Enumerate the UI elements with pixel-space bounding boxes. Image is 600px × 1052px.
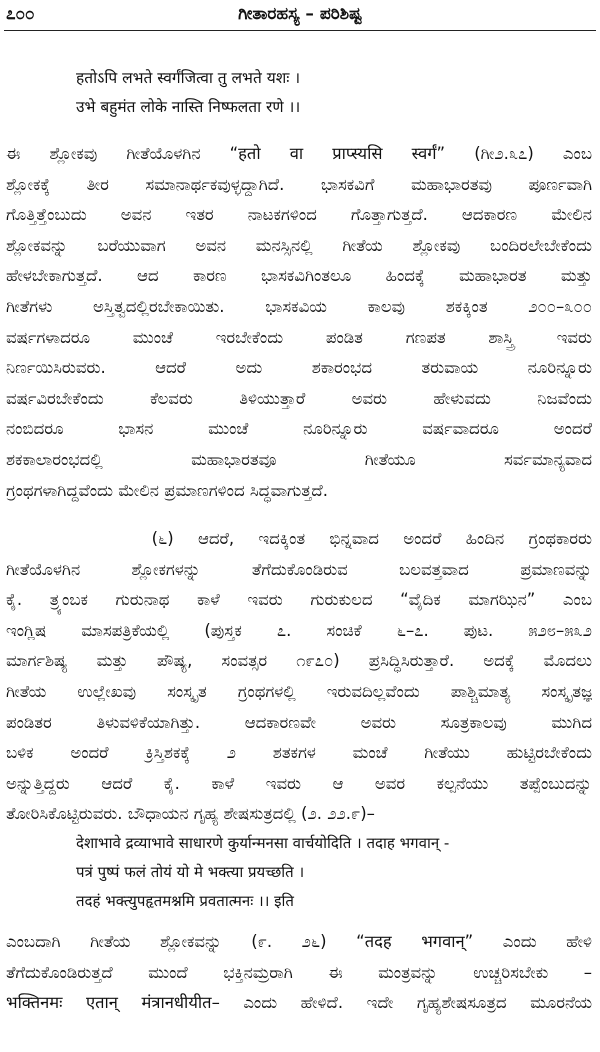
text-line: ಕೈ. ತ್ರ್ಯಂಬಕ ಗುರುನಾಥ ಕಾಳೆ ಇವರು ಗುರುಕುಲದ “ವೈದಿಕ ಮಾಗಝಿನ” ಎಂಬ (6, 590, 592, 610)
text-line: ಬಳಿಕ ಅಂದರೆ ಕ್ರಿಸ್ತಿಶಕಕ್ಕೆ ೨ ಶತಕಗಳ ಮಂಚೆ ಗೀತೆಯು ಹುಟ್ಟಿರಬೇಕೆಂದು (6, 743, 592, 763)
sanskrit-verse-line: हतोऽपि लभते स्वर्गंजित्वा तु लभते यशः । (76, 69, 301, 87)
paragraph (6, 927, 592, 1019)
sanskrit-verse-line: तदहं भक्त्युपहृतमश्नमि प्रवतात्मनः ।। इति (76, 892, 294, 910)
page-header (0, 0, 600, 34)
text-line: ವರ್ಷವಿರಬೇಕೆಂದು ಕೆಲವರು ತಿಳಿಯುತ್ತಾರೆ ಅವರು ಹೇಳುವದು ನಿಜವೆಂದು (6, 388, 592, 408)
text-line: ಪಂಡಿತರ ತಿಳುವಳಿಕೆಯಾಗಿತ್ತು. ಆದಕಾರಣವೇ ಅವರು ಸೂತ್ರಕಾಲವು ಮುಗಿದ (6, 712, 592, 732)
text-line: ತೆಗೆದುಕೊಂಡಿರುತ್ತದೆ ಮುಂದೆ ಭಕ್ತಿನಮ್ರರಾಗಿ ಈ ಮಂತ್ರವನ್ನು ಉಚ್ಚರಿಸಬೇಕು – (6, 962, 592, 982)
text-line: ಶ್ಲೋಕಕ್ಕೆ ತೀರ ಸಮಾನಾರ್ಥಕವುಳ್ಳದ್ದಾಗಿದೆ. ಭಾಸಕವಿಗೆ ಮಹಾಭಾರತವು ಪೂರ್ಣವಾಗಿ (6, 174, 592, 194)
header-rule (4, 30, 596, 31)
text-line: ಗೀತೆಯೊಳಗಿನ ಶ್ಲೋಕಗಳನ್ನು ತೆಗೆದುಕೊಂಡಿರುವ ಬಲವತ್ತವಾದ ಪ್ರಮಾಣವನ್ನು (6, 559, 592, 579)
text-line: ಹೇಳಬೇಕಾಗುತ್ತದೆ. ಆದ ಕಾರಣ ಭಾಸಕವಿಗಿಂತಲೂ ಹಿಂದಕ್ಕೆ ಮಹಾಭಾರತ ಮತ್ತು (6, 266, 592, 286)
text-line: ಇಂಗ್ಲಿಷ ಮಾಸಪತ್ರಿಕೆಯಲ್ಲಿ (ಪುಸ್ತಕ ೭. ಸಂಚಿಕೆ ೬–೭. ಪುಟ. ೫೨೮–೫೩೨ (6, 620, 592, 640)
text-line: ಗೀತೆಯ ಉಲ್ಲೇಖವು ಸಂಸ್ಕೃತ ಗ್ರಂಥಗಳಲ್ಲಿ ಇರುವದಿಲ್ಲವೆಂದು ಪಾಶ್ಚಿಮಾತ್ಯ ಸಂಸ್ಕೃತಜ್ಞ (6, 681, 592, 701)
text-line: ಶ್ಲೋಕವನ್ನು ಬರೆಯುವಾಗ ಅವನ ಮನಸ್ಸಿನಲ್ಲಿ ಗೀತೆಯ ಶ್ಲೋಕವು ಬಂದಿರಲೇಬೇಕೆಂದು (6, 235, 592, 255)
text-line: (೬) ಆದರೆ, ಇದಕ್ಕಿಂತ ಭಿನ್ನವಾದ ಅಂದರೆ ಹಿಂದಿನ ಗ್ರಂಥಕಾರರು (6, 529, 592, 548)
text-line: ವರ್ಷಗಳಾದರೂ ಮುಂಚೆ ಇರಬೇಕೆಂದು ಪಂಡಿತ ಗಣಪತ ಶಾಸ್ತ್ರಿ ಇವರು (6, 327, 592, 347)
text-line: ಗ್ರಂಥಗಳಾಗಿದ್ದವೆಂದು ಮೇಲಿನ ಪ್ರಮಾಣಗಳಿಂದ ಸಿದ್ಧವಾಗುತ್ತದೆ. (6, 480, 328, 500)
running-title: ಗೀತಾರಹಸ್ಯ – ಪರಿಶಿಷ್ಟ (238, 4, 362, 24)
page-number: ೭೦೦ (6, 4, 35, 24)
text-line: ನಿರ್ಣಯಿಸಿರುವರು. ಆದರೆ ಅದು ಶಕಾರಂಭದ ತರುವಾಯ ನೂರಿನ್ನೂರು (6, 358, 592, 378)
text-line: भक्तिनमः एतान् मंत्रानधीयीत– ಎಂದು ಹೇಳಿದೆ. ಇದೇ ಗೃಹ್ಯಶೇಷಸೂತ್ರದ ಮೂರನೆಯ (6, 993, 592, 1012)
text-line: ಈ ಶ್ಲೋಕವು ಗೀತೆಯೊಳಗಿನ “हतो वा प्राप्स्यसि स्वर्गं” (ಗೀ೨.೩೭) ಎಂಬ (6, 144, 592, 163)
sanskrit-verse-line: देशाभावे द्रव्याभावे साधारणे कुर्यान्मनसा वार्चयोदिति । तदाह भगवान् - (76, 834, 450, 852)
text-line: ಎಂಬದಾಗಿ ಗೀತೆಯ ಶ್ಲೋಕವನ್ನು (೯. ೨೬) “तदह भगवान्” ಎಂದು ಹೇಳಿ (6, 932, 592, 951)
text-line: ಮಾರ್ಗಶಿಷ್ಯ ಮತ್ತು ಪೌಷ್ಯ, ಸಂವತ್ಸರ ೧೯೭೦) ಪ್ರಸಿದ್ಧಿಸಿರುತ್ತಾರೆ. ಅದಕ್ಕೆ ಮೊದಲು (6, 651, 592, 671)
text-line: ಅನ್ನುತ್ತಿದ್ದರು ಆದರೆ ಕೈ. ಕಾಳೆ ಇವರು ಆ ಅವರ ಕಲ್ಪನೆಯು ತಪ್ಪೆಂಬುದನ್ನು (6, 773, 592, 793)
text-line: ತೋರಿಸಿಕೊಟ್ಟಿರುವರು. ಬೌಧಾಯನ ಗೃಹ್ಯ ಶೇಷಸುತ್ರದಲ್ಲಿ (೨. ೨೨.೯)– (6, 804, 375, 824)
text-line: ನಂಬಿದರೂ ಭಾಸನ ಮುಂಚೆ ನೂರಿನ್ನೂರು ವರ್ಷವಾದರೂ ಅಂದರೆ (6, 419, 592, 439)
text-line: ಗೊತ್ತಿತ್ತೆಂಬುದು ಅವನ ಇತರ ನಾಟಕಗಳಿಂದ ಗೊತ್ತಾಗುತ್ತದೆ. ಆದಕಾರಣ ಮೇಲಿನ (6, 205, 592, 225)
sanskrit-verse-line: पत्रं पुष्पं फलं तोयं यो मे भक्त्या प्रयच्छति । (76, 863, 305, 881)
text-line: ಶಕಕಾಲಾರಂಭದಲ್ಲಿ ಮಹಾಭಾರತವೂ ಗೀತೆಯೂ ಸರ್ವಮಾನ್ಯವಾದ (6, 449, 592, 469)
paragraph (6, 139, 592, 506)
paragraph (6, 524, 592, 830)
text-line: ಗೀತೆಗಳು ಅಸ್ತಿತ್ವದಲ್ಲಿರಬೇಕಾಯಿತು. ಭಾಸಕವಿಯ ಕಾಲವು ಶಕಕ್ಕಿಂತ ೨೦೦–೩೦೦ (6, 296, 592, 316)
sanskrit-verse-line: उभे बहुमंत लोके नास्ति निष्फलता रणे ।। (76, 98, 301, 116)
